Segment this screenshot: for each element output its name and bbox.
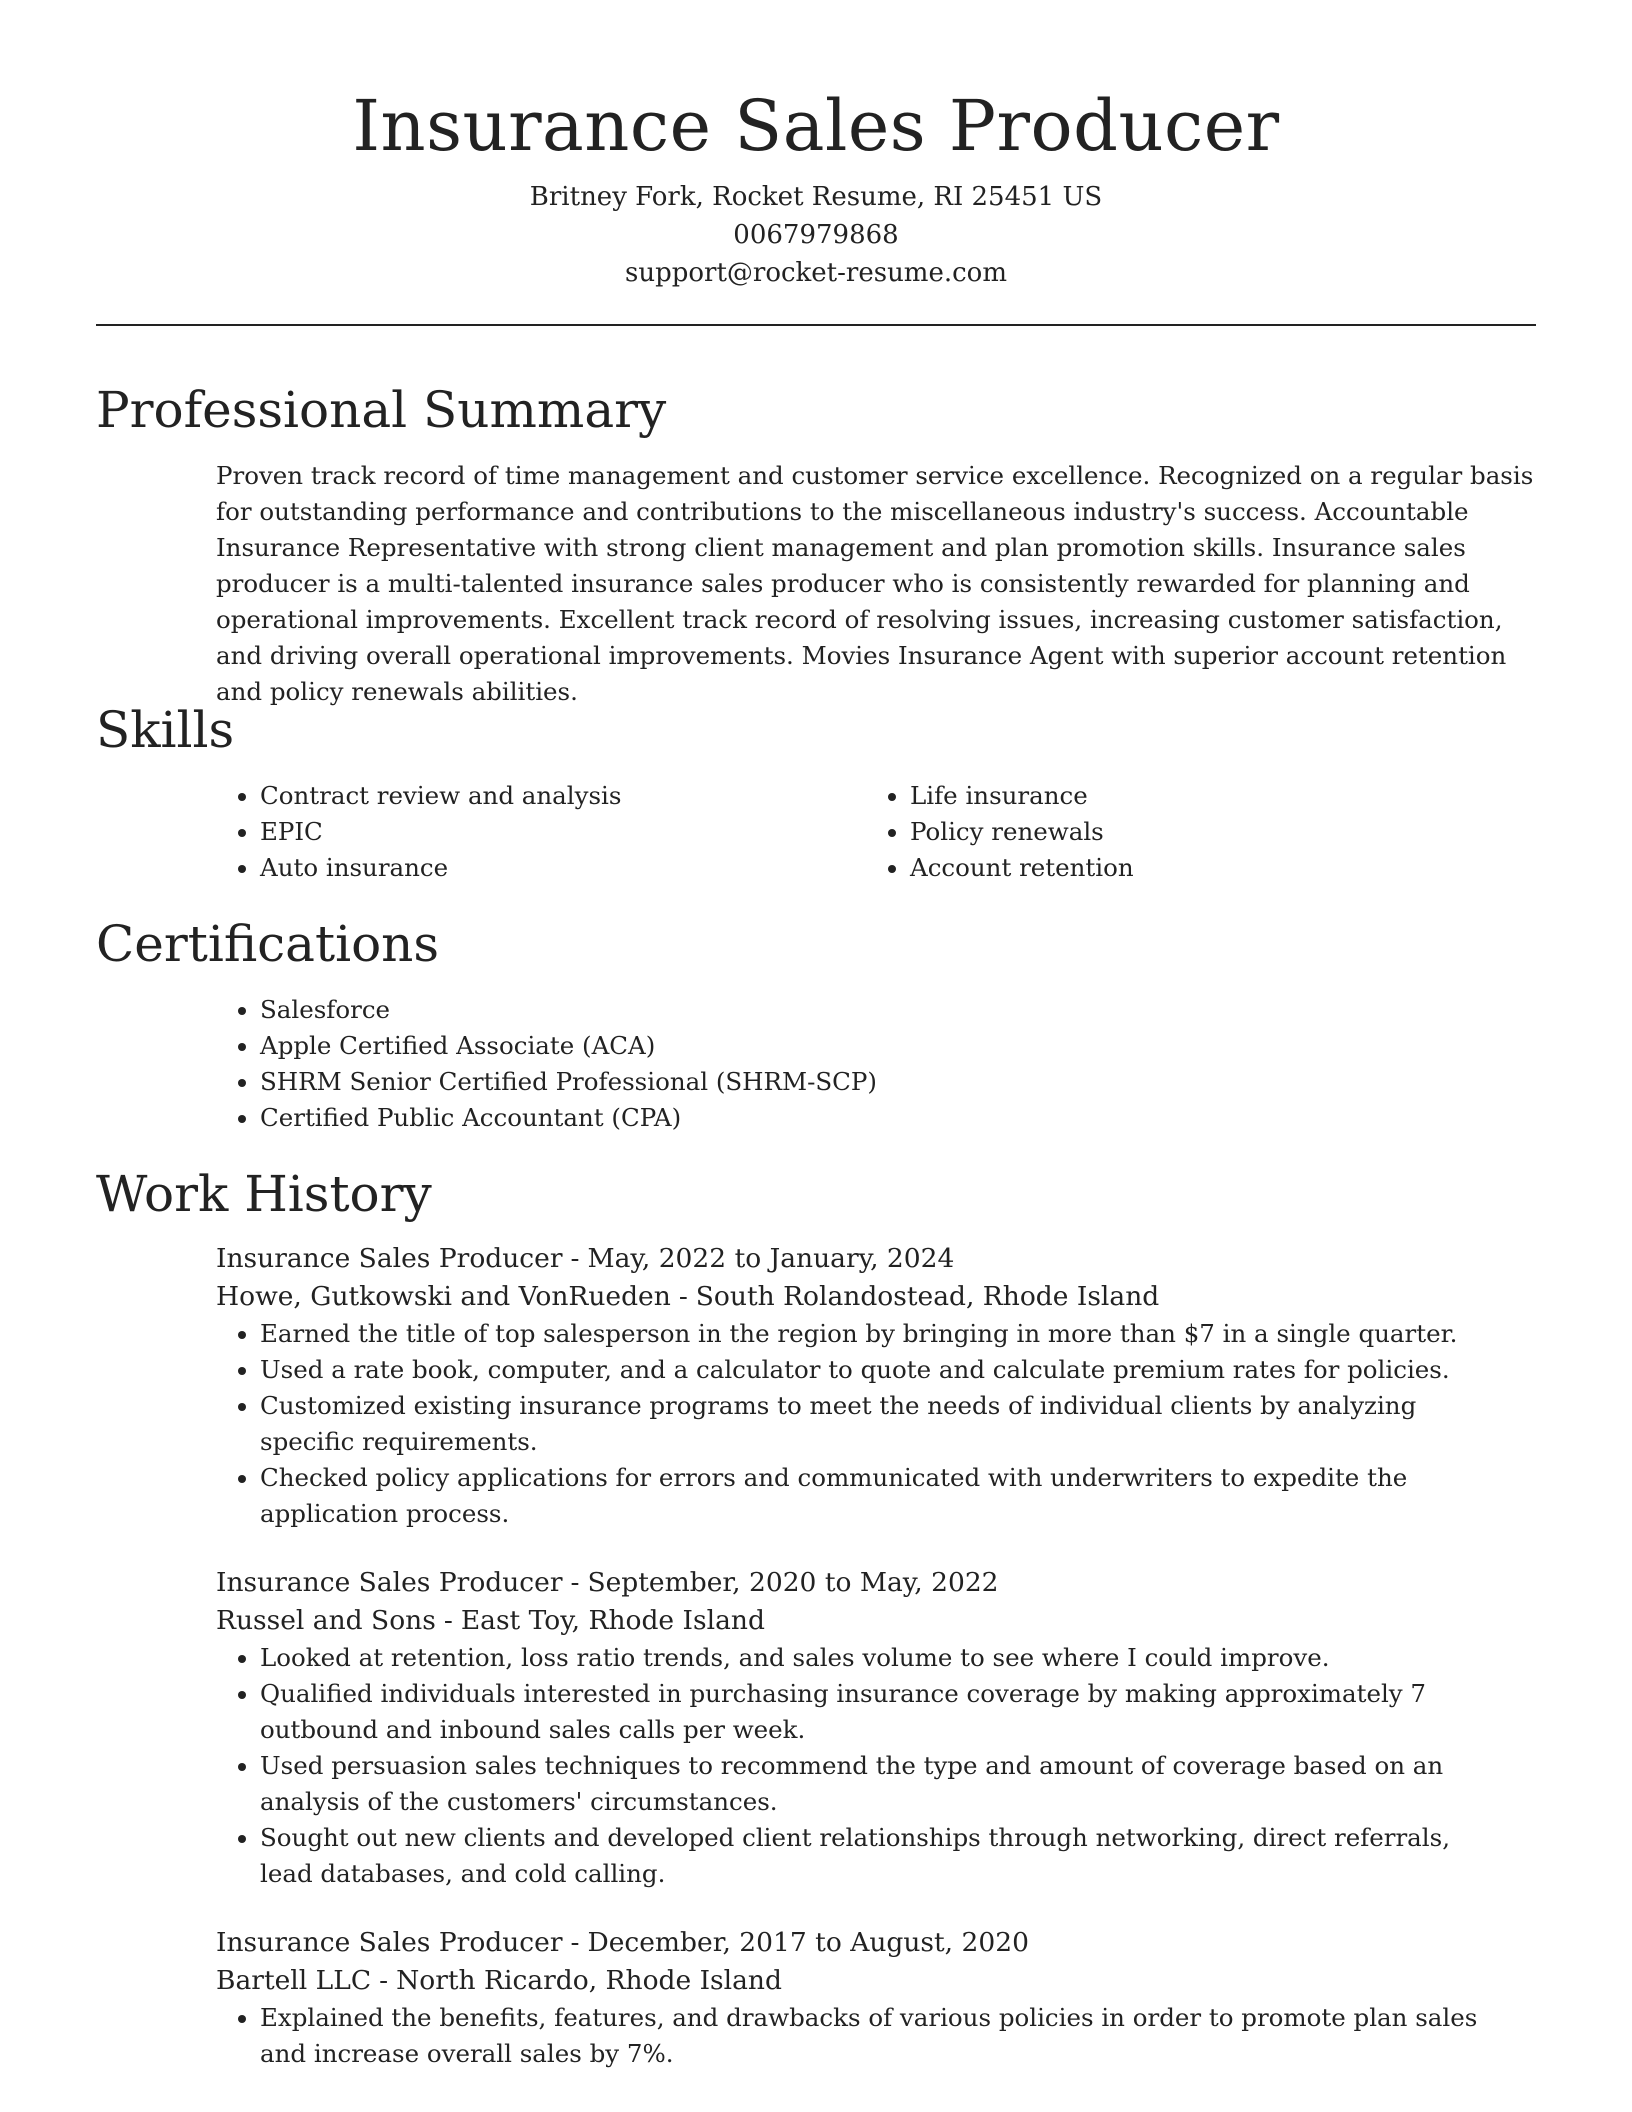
job-title: Insurance Sales Producer (216, 1243, 563, 1274)
certifications-list (96, 992, 1536, 1136)
job-location: North Ricardo, Rhode Island (396, 1965, 782, 1996)
list-item: • Used persuasion sales techniques to recommend the type and amount of coverage based on an analysis of the customers' circumstances. (260, 1748, 1490, 1820)
certifications-title: Certifications (96, 915, 440, 973)
job-title-line (216, 1240, 1536, 1278)
list-item: • Policy renewals (910, 814, 1510, 850)
contact-email: support@rocket-resume.com (624, 258, 1007, 288)
job-company-line (216, 1962, 1536, 2000)
list-item: • EPIC (260, 814, 746, 850)
separator: - (678, 1281, 688, 1312)
job-bullets (96, 2000, 1536, 2072)
job-title: Insurance Sales Producer (216, 1927, 563, 1958)
skills-title: Skills (96, 701, 235, 759)
list-item: • Earned the title of top salesperson in the region by bringing in more than $7 in a single quarter. (260, 1316, 1490, 1352)
header-divider (96, 324, 1536, 326)
summary-title: Professional Summary (96, 381, 667, 439)
work-section (96, 1164, 1536, 2072)
work-title: Work History (96, 1165, 432, 1223)
job-location: South Rolandostead, Rhode Island (695, 1281, 1160, 1312)
list-item: • Qualified individuals interested in purchasing insurance coverage by making approximately 7 outbound and inbound sales calls per week. (260, 1676, 1490, 1748)
job-company-line (216, 1278, 1536, 1316)
list-item: • Life insurance (910, 778, 1510, 814)
resume-header (96, 0, 1536, 326)
list-item: • Contract review and analysis (260, 778, 746, 814)
list-item: • Certified Public Accountant (CPA) (260, 1100, 1536, 1136)
skills-section (96, 700, 1536, 886)
skills-columns (96, 778, 1536, 886)
contact-address: Britney Fork, Rocket Resume, RI 25451 US (529, 182, 1103, 212)
separator: - (570, 1243, 580, 1274)
list-item: • Salesforce (260, 992, 1536, 1028)
separator: - (570, 1927, 580, 1958)
job-title: Insurance Sales Producer (216, 1567, 563, 1598)
job-bullets (96, 1316, 1536, 1532)
summary-section (96, 380, 1536, 710)
contact-block (96, 178, 1536, 292)
job-dates: December, 2017 to August, 2020 (587, 1927, 1029, 1958)
skills-list-left (96, 778, 746, 886)
list-item: • Apple Certified Associate (ACA) (260, 1028, 1536, 1064)
resume-page (96, 0, 1536, 2068)
job-title-line (216, 1924, 1536, 1962)
list-item: • Customized existing insurance programs to meet the needs of individual clients by analyzing specific requirements. (260, 1388, 1490, 1460)
job-bullets (96, 1640, 1536, 1892)
list-item: • Used a rate book, computer, and a calculator to quote and calculate premium rates for policies. (260, 1352, 1490, 1388)
job-company: Russel and Sons (216, 1605, 436, 1636)
page-title: Insurance Sales Producer (352, 85, 1280, 167)
separator: - (379, 1965, 389, 1996)
separator: - (570, 1567, 580, 1598)
job-dates: September, 2020 to May, 2022 (587, 1567, 999, 1598)
skills-list-right (746, 778, 1510, 886)
job-company-line (216, 1602, 1536, 1640)
list-item: • Account retention (910, 850, 1510, 886)
list-item: • Auto insurance (260, 850, 746, 886)
job-company: Howe, Gutkowski and VonRueden (216, 1281, 671, 1312)
list-item: • Looked at retention, loss ratio trends, and sales volume to see where I could improve. (260, 1640, 1490, 1676)
list-item: • Explained the benefits, features, and drawbacks of various policies in order to promote plan sales and increase overall sales by 7%. (260, 2000, 1490, 2072)
job-company: Bartell LLC (216, 1965, 372, 1996)
list-item: • Sought out new clients and developed client relationships through networking, direct referrals, lead databases, and cold calling. (260, 1820, 1490, 1892)
job-location: East Toy, Rhode Island (460, 1605, 765, 1636)
summary-text: Proven track record of time management and customer service excellence. Recognized on a regular basis for outstanding performance and contributions to the miscellaneous industry's success. Accountable Insurance Representative with strong client management and plan promotion skills. Insurance sales producer is a multi-talented insurance sales producer who is consistently rewarded for planning and operational improvements. Excellent track record of resolving issues, increasing customer satisfaction, and driving overall operational improvements. Movies Insurance Agent with superior account retention and policy renewals abilities. (216, 461, 1534, 706)
job-dates: May, 2022 to January, 2024 (587, 1243, 955, 1274)
job-entry (96, 1240, 1536, 1532)
job-title-line (216, 1564, 1536, 1602)
list-item: • Checked policy applications for errors and communicated with underwriters to expedite the application process. (260, 1460, 1490, 1532)
contact-phone: 0067979868 (733, 220, 899, 250)
certifications-section (96, 914, 1536, 1136)
list-item: • SHRM Senior Certified Professional (SHRM-SCP) (260, 1064, 1536, 1100)
separator: - (443, 1605, 453, 1636)
job-entry (96, 1924, 1536, 2072)
job-entry (96, 1564, 1536, 1892)
